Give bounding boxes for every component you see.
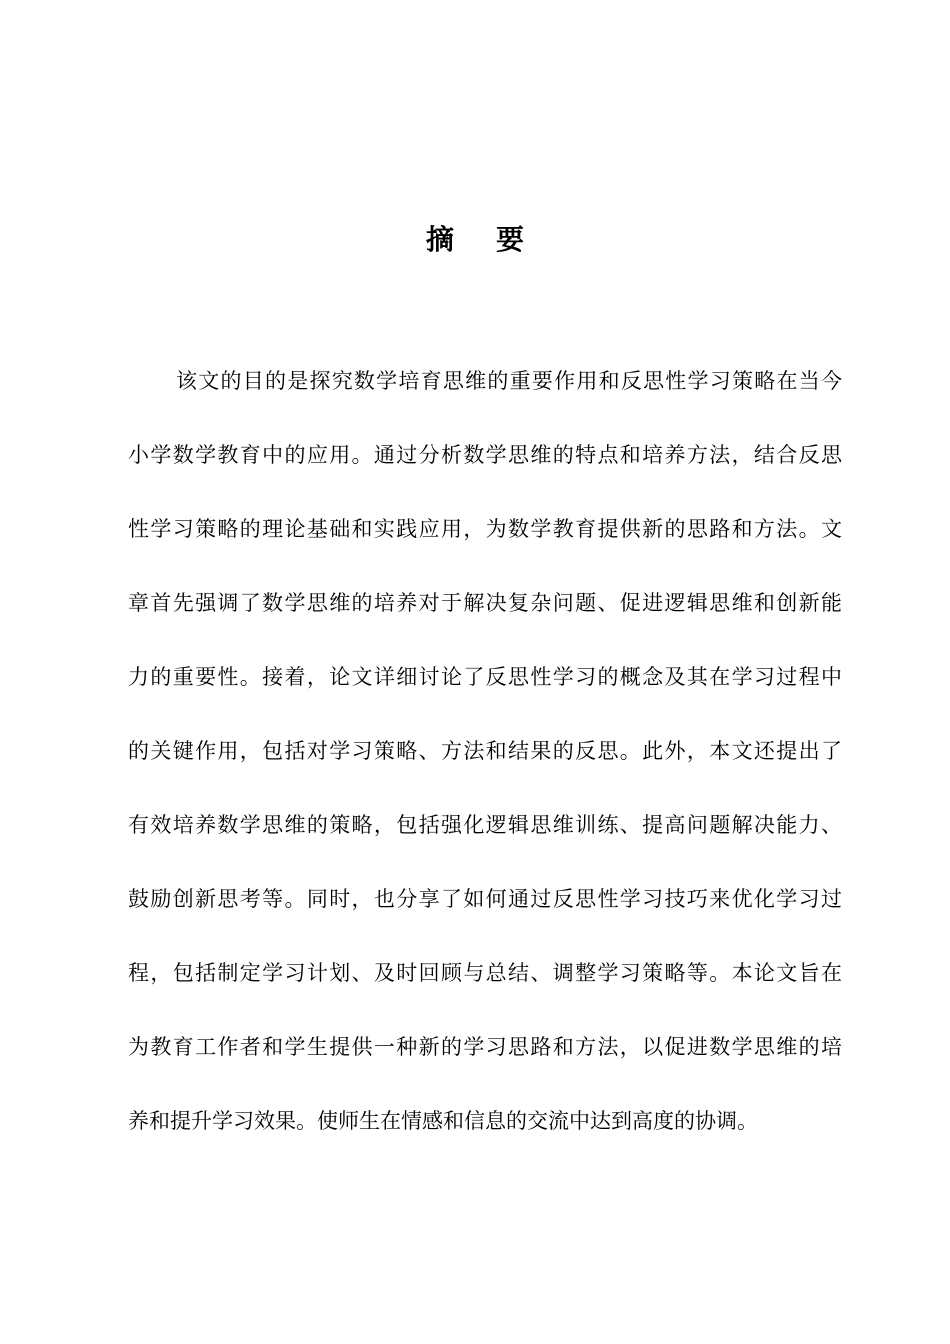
abstract-line-10: 为教育工作者和学生提供一种新的学习思路和方法，以促进数学思维的培 — [128, 1035, 842, 1059]
abstract-line-5: 力的重要性。接着，论文详细讨论了反思性学习的概念及其在学习过程中 — [128, 665, 842, 689]
title-char-2: 要 — [496, 223, 525, 256]
abstract-line-6: 的关键作用，包括对学习策略、方法和结果的反思。此外，本文还提出了 — [128, 739, 842, 763]
abstract-line-2: 小学数学教育中的应用。通过分析数学思维的特点和培养方法，结合反思 — [128, 443, 842, 467]
title-char-1: 摘 — [425, 223, 454, 256]
abstract-line-4: 章首先强调了数学思维的培养对于解决复杂问题、促进逻辑思维和创新能 — [128, 591, 842, 615]
abstract-line-7: 有效培养数学思维的策略，包括强化逻辑思维训练、提高问题解决能力、 — [128, 813, 842, 837]
page-title — [0, 220, 950, 260]
abstract-line-3: 性学习策略的理论基础和实践应用，为数学教育提供新的思路和方法。文 — [128, 517, 842, 541]
abstract-line-9: 程，包括制定学习计划、及时回顾与总结、调整学习策略等。本论文旨在 — [128, 961, 842, 985]
abstract-line-8: 鼓励创新思考等。同时，也分享了如何通过反思性学习技巧来优化学习过 — [128, 887, 842, 911]
abstract-line-1: 该文的目的是探究数学培育思维的重要作用和反思性学习策略在当今 — [176, 369, 842, 393]
abstract-body — [128, 356, 842, 1170]
abstract-line-11: 养和提升学习效果。使师生在情感和信息的交流中达到高度的协调。 — [128, 1109, 758, 1133]
